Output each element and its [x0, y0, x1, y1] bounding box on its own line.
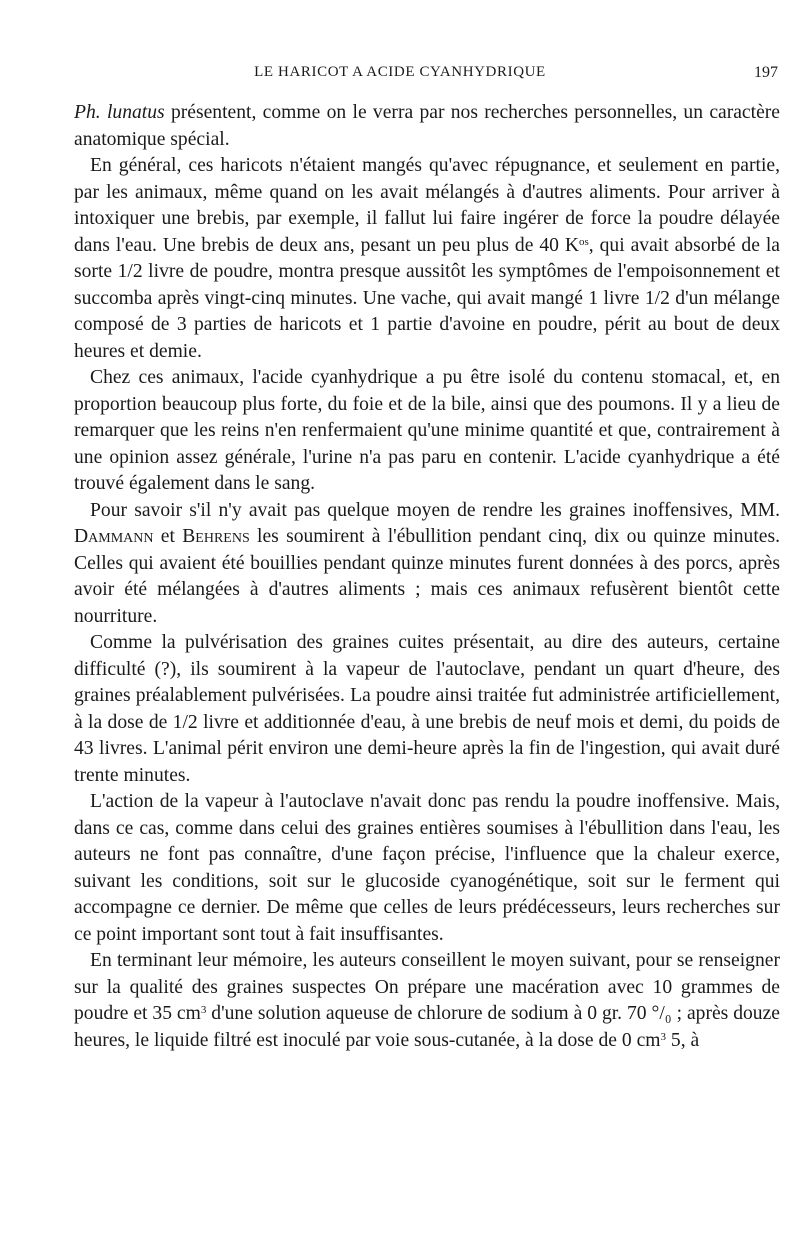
species-name: Ph. lunatus — [74, 102, 165, 123]
page-header — [0, 64, 800, 86]
paragraph-5: Comme la pulvérisation des graines cuites présentait, au dire des auteurs, certaine difficulté (?), ils soumirent à la vapeur de l'autoclave, pendant un quart d'heure, des graines préalablement pulvérisées. La poudre ainsi traitée fut administrée artificiellement, à la dose de 1/2 livre et additionnée d'eau, à une brebis de neuf mois et demi, du poids de 43 livres. L'animal périt environ une demi-heure après la fin de l'ingestion, qui avait duré trente minutes. — [74, 632, 780, 786]
author-name: Behrens — [182, 526, 250, 547]
superscript: os — [579, 235, 589, 248]
paragraph-1: Ph. lunatus présentent, comme on le verra par nos recherches personnelles, un caractère anatomique spécial. — [74, 102, 780, 150]
page-number: 197 — [754, 64, 778, 81]
paragraph-2: En général, ces haricots n'étaient mangés qu'avec répugnance, et seulement en partie, par les animaux, même quand on les avait mélangés à d'autres aliments. Pour arriver à intoxiquer une brebis, par exemple, il fallut lui faire ingérer de force la poudre délayée dans l'eau. Une brebis de deux ans, pesant un peu plus de 40 $K^{os}$, qui avait absorbé de la sorte 1/2 livre de poudre, montra presque aussitôt les symptômes de l'empoisonnement et succomba après vingt-cinq minutes. Une vache, qui avait mangé 1 livre 1/2 d'un mélange composé de 3 parties de haricots et 1 partie d'avoine en poudre, périt au bout de deux heures et demie. — [74, 155, 780, 362]
paragraph-7: En terminant leur mémoire, les auteurs conseillent le moyen suivant, pour se renseigner sur la qualité des graines suspectes On prépare une macération avec 10 grammes de poudre et 35 $cm^3$ d'une solution aqueuse de chlorure de sodium à 0 gr. 70 °/₀ ; après douze heures, le liquide filtré est inoculé par voie sous-cutanée, à la dose de 0 $cm^3$ 5, à — [74, 950, 781, 1051]
superscript: 3 — [660, 1030, 667, 1043]
paragraph-6: L'action de la vapeur à l'autoclave n'avait donc pas rendu la poudre inoffensive. Mais, dans ce cas, comme dans celui des graines entières soumises à l'ébullition dans l'eau, les auteurs ne font pas connaître, d'une façon précise, l'influence que la chaleur exerce, suivant les conditions, soit sur le glucoside cyanogénétique, soit sur le ferment qui accompagne ce dernier. De même que celles de leurs prédécesseurs, leurs recherches sur ce point important sont tout à fait insuffisantes. — [74, 791, 780, 945]
paragraph-4: Pour savoir s'il n'y avait pas quelque moyen de rendre les graines inoffensives, MM. Dammann et Behrens les soumirent à l'ébullition pendant cinq, dix ou quinze minutes. Celles qui avaient été bouillies pendant quinze minutes furent données à des porcs, après avoir été mélangées à d'autres aliments ; mais ces animaux refusèrent bientôt cette nourriture. — [74, 499, 780, 627]
per-mille-sign: °/₀ — [651, 1003, 672, 1024]
body-text — [74, 100, 780, 1054]
superscript: 3 — [200, 1004, 207, 1016]
author-name: Dammann — [74, 526, 154, 547]
paragraph-3: Chez ces animaux, l'acide cyanhydrique a pu être isolé du contenu stomacal, et, en proportion beaucoup plus forte, du foie et de la bile, ainsi que des poumons. Il y a lieu de remarquer que les reins n'en renfermaient qu'une minime quantité et que, contrairement à une opinion assez générale, l'urine n'a pas paru en contenir. L'acide cyanhydrique a été trouvé également dans le sang. — [74, 367, 780, 494]
running-head: LE HARICOT A ACIDE CYANHYDRIQUE — [254, 64, 546, 80]
